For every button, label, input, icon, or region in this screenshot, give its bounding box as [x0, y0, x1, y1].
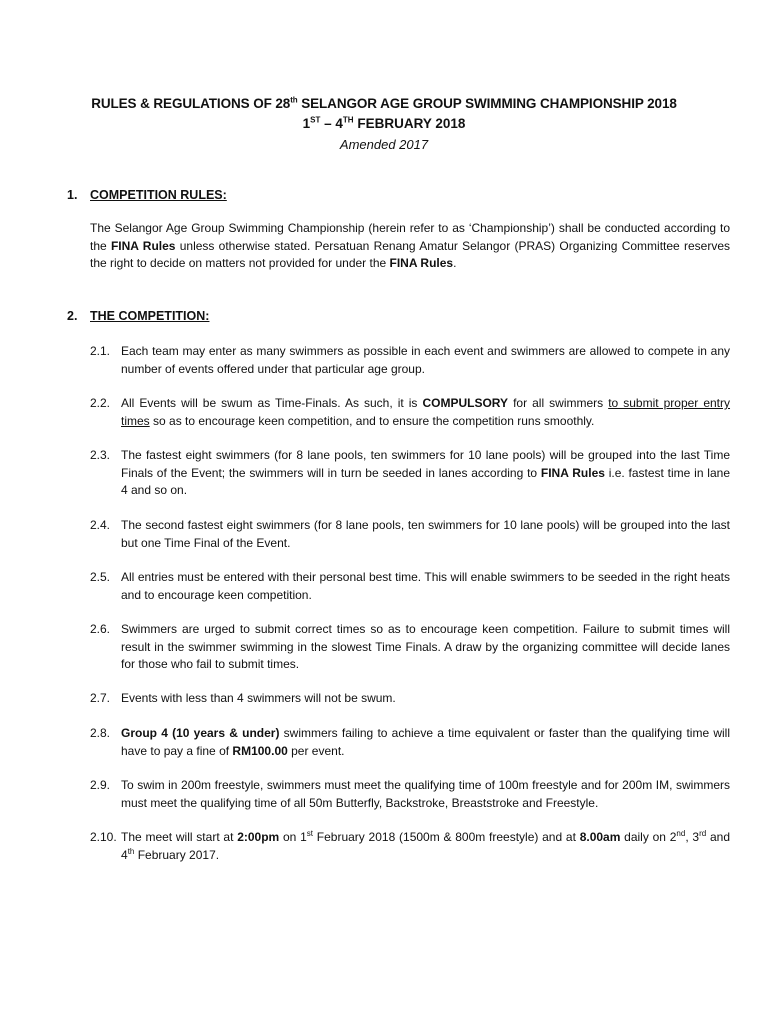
event-dates: 1ST – 4TH FEBRUARY 2018: [302, 115, 466, 131]
section-2-heading: 2. THE COMPETITION:: [67, 309, 210, 323]
rule-2-5: 2.5. All entries must be entered with their personal best time. This will enable swimmers to be seeded in the right heats and to encourage keen competition.: [90, 570, 730, 602]
rule-2-4: 2.4. The second fastest eight swimmers (for 8 lane pools, ten swimmers for 10 lane pools) will be grouped into the last but one Time Final of the Event.: [90, 518, 730, 550]
rule-2-1: 2.1. Each team may enter as many swimmers as possible in each event and swimmers are allowed to compete in any number of events offered under that particular age group.: [90, 344, 730, 376]
section-1-heading: 1. COMPETITION RULES:: [67, 188, 227, 202]
document-title: RULES & REGULATIONS OF 28th SELANGOR AGE GROUP SWIMMING CHAMPIONSHIP 2018: [91, 95, 677, 111]
rule-2-2: 2.2. All Events will be swum as Time-Finals. As such, it is COMPULSORY for all swimmers to submit proper entry times so as to encourage keen competition, and to ensure the competition runs smoothly.: [90, 396, 731, 428]
amended-note: Amended 2017: [339, 137, 429, 152]
section-1-paragraph: The Selangor Age Group Swimming Championship (herein refer to as ‘Championship’) shall be conducted according to the FINA Rules unless otherwise stated. Persatuan Renang Amatur Selangor (PRAS) Organizing Committee reserves the right to decide on matters not provided for under the FINA Rules.: [90, 221, 730, 270]
rule-2-10: 2.10. The meet will start at 2:00pm on 1st February 2018 (1500m & 800m freestyle) and at 8.00am daily on 2nd, 3rd and 4th February 2017.: [90, 829, 731, 862]
rule-2-8: 2.8. Group 4 (10 years & under) swimmers failing to achieve a time equivalent or faster than the qualifying time will have to pay a fine of RM100.00 per event.: [90, 726, 730, 758]
rule-2-3: 2.3. The fastest eight swimmers (for 8 lane pools, ten swimmers for 10 lane pools) will be grouped into the last Time Finals of the Event; the swimmers will in turn be seeded in lanes according to FINA Rules i.e. fastest time in lane 4 and so on.: [90, 448, 730, 497]
rule-2-7: 2.7. Events with less than 4 swimmers will not be swum.: [90, 691, 396, 705]
rule-2-9: 2.9. To swim in 200m freestyle, swimmers must meet the qualifying time of 100m freestyle and for 200m IM, swimmers must meet the qualifying time of all 50m Butterfly, Backstroke, Breaststroke and Freestyle.: [90, 778, 730, 810]
rule-2-6: 2.6. Swimmers are urged to submit correct times so as to encourage keen competition. Failure to submit times will result in the swimmer swimming in the slowest Time Finals. A draw by the organizing committee will decide lanes for those who fail to submit times.: [90, 622, 730, 671]
document-header: [0, 94, 768, 155]
